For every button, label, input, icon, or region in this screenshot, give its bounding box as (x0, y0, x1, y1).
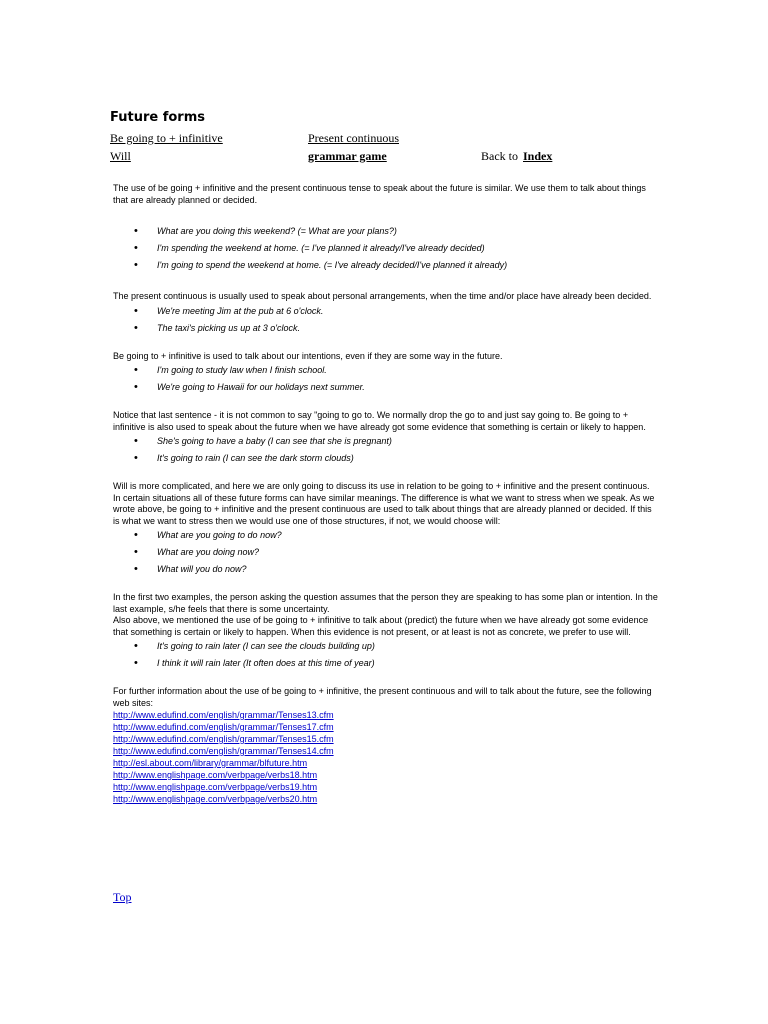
example-item: • I'm going to spend the weekend at home. (= I've already decided/I've planned it already) (113, 257, 658, 274)
example-item: • I'm going to study law when I finish school. (113, 362, 658, 379)
page-title: Future forms (110, 110, 205, 125)
paragraph: For further information about the use of be going to + infinitive, the present continuous and will to talk about the future, see the following web sites: (113, 686, 652, 708)
example-item: • What are you doing this weekend? (= What are your plans?) (113, 223, 658, 240)
example-item: • I'm spending the weekend at home. (= I've planned it already/I've already decided) (113, 240, 658, 257)
example-item: • She's going to have a baby (I can see that she is pregnant) (113, 433, 658, 450)
paragraph: The present continuous is usually used to speak about personal arrangements, when the time and/or place have already been decided. (113, 291, 652, 301)
web-link[interactable]: http://www.edufind.com/english/grammar/Tenses15.cfm (113, 734, 334, 744)
example-item: • It's going to rain (I can see the dark storm clouds) (113, 450, 658, 467)
example-item: • It's going to rain later (I can see the clouds building up) (113, 638, 658, 655)
web-site-links (113, 709, 658, 805)
example-item: • What will you do now? (113, 561, 658, 578)
paragraph: Notice that last sentence - it is not common to say "going to go to. We normally drop the go to and just say going to. Be going to + infinitive is also used to speak about the future when we have already got some evidence that something is certain or likely to happen. (113, 410, 646, 432)
example-list (113, 303, 658, 337)
paragraph: In the first two examples, the person asking the question assumes that the person they are speaking to has some plan or intention. In the last example, s/he feels that there is some uncertainty. (113, 592, 658, 614)
will-link[interactable]: Will (110, 149, 131, 163)
web-link[interactable]: http://www.englishpage.com/verbpage/verbs20.htm (113, 794, 318, 804)
web-link[interactable]: http://www.englishpage.com/verbpage/verbs19.htm (113, 782, 318, 792)
article-body (113, 183, 658, 805)
example-list (113, 433, 658, 467)
example-list (113, 223, 658, 274)
index-link[interactable]: Index (523, 149, 553, 163)
example-item: • What are you going to do now? (113, 527, 658, 544)
example-list (113, 362, 658, 396)
web-link[interactable]: http://www.edufind.com/english/grammar/Tenses14.cfm (113, 746, 334, 756)
paragraph: Be going to + infinitive is used to talk about our intentions, even if they are some way in the future. (113, 350, 503, 361)
top-link[interactable]: Top (113, 890, 132, 904)
paragraph: Will is more complicated, and here we are only going to discuss its use in relation to be going to + infinitive and the present continuous. (113, 481, 650, 491)
web-link[interactable]: http://www.edufind.com/english/grammar/Tenses13.cfm (113, 710, 334, 720)
be-going-to-link[interactable]: Be going to + infinitive (110, 131, 223, 145)
example-item: • I think it will rain later (It often does at this time of year) (113, 655, 658, 672)
example-item: • We're going to Hawaii for our holidays next summer. (113, 379, 658, 396)
paragraph: Also above, we mentioned the use of be going to + infinitive to talk about (predict) the future when we have already got some evidence that something is certain or likely to happen. When this evidence is not present, or at least is not as concrete, we prefer to use will. (113, 615, 649, 637)
web-link[interactable]: http://www.edufind.com/english/grammar/Tenses17.cfm (113, 722, 334, 732)
example-item: • What are you doing now? (113, 544, 658, 561)
web-link[interactable]: http://esl.about.com/library/grammar/blfuture.htm (113, 758, 308, 768)
example-list (113, 638, 658, 672)
paragraph: The use of be going + infinitive and the present continuous tense to speak about the future is similar. We use them to talk about things that are already planned or decided. (113, 183, 646, 205)
present-continuous-link[interactable]: Present continuous (308, 131, 399, 145)
web-link[interactable]: http://www.englishpage.com/verbpage/verbs18.htm (113, 770, 318, 780)
back-to-label: Back to (481, 149, 518, 163)
example-item: • We're meeting Jim at the pub at 6 o'clock. (113, 303, 658, 320)
paragraph: In certain situations all of these future forms can have similar meanings. The difference is what we want to stress when we speak. As we wrote above, be going to + infinitive and the present continuous are used to talk about things that are already planned or decided. If this is what we want to stress then we would use one of those structures, if not, we would choose will: (113, 492, 655, 526)
example-list (113, 527, 658, 578)
grammar-game-link[interactable]: grammar game (308, 149, 387, 163)
example-item: • The taxi's picking us up at 3 o'clock. (113, 320, 658, 337)
